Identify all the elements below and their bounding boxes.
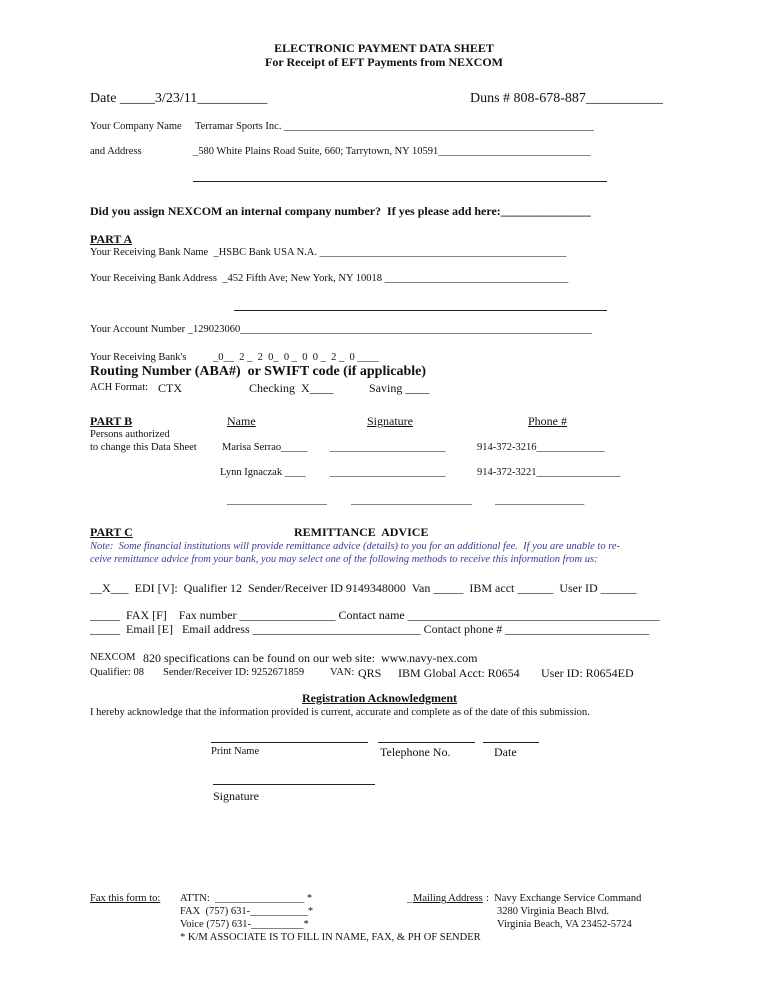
address-label: and Address: [90, 146, 142, 157]
email-option-line[interactable]: _____ Email [E] Email address ____________________________ Contact phone # ________________________: [90, 622, 650, 636]
telephone-label: Telephone No.: [380, 745, 451, 759]
company-name-label: Your Company Name: [90, 121, 182, 132]
user-id: User ID: R0654ED: [541, 666, 634, 680]
print-name-line[interactable]: [211, 742, 368, 743]
routing-number-field[interactable]: _0__ 2 _ 2 0_ 0 _ 0 0 _ 2 _ 0 ____: [213, 352, 379, 363]
specs-text: 820 specifications can be found on our web site: www.navy-nex.com: [143, 651, 478, 665]
date-field[interactable]: Date _____3/23/11__________: [90, 91, 268, 106]
signature-label: Signature: [213, 789, 259, 803]
phone-column-header: Phone #: [528, 414, 567, 428]
fax-option-line[interactable]: _____ FAX [F] Fax number ________________ Contact name __________________________________________: [90, 608, 660, 622]
mailing-address-line-1: : Navy Exchange Service Command: [486, 893, 642, 904]
remittance-note-line-1: Note: Some financial institutions will provide remittance advice (details) to you for an additional fee. If you are unable to re-: [90, 541, 621, 552]
routing-heading: Routing Number (ABA#) or SWIFT code (if applicable): [90, 364, 427, 379]
company-name-field[interactable]: Terramar Sports Inc. ___________________________________________________________: [195, 121, 594, 132]
qualifier-label: Qualifier: 08: [90, 667, 144, 678]
ach-format-label: ACH Format:: [90, 382, 149, 393]
page-subtitle: For Receipt of EFT Payments from NEXCOM: [265, 55, 503, 69]
name-column-header: Name: [227, 414, 256, 428]
person-3-phone[interactable]: _________________: [495, 495, 585, 506]
telephone-line[interactable]: [378, 742, 475, 743]
part-a-heading: PART A: [90, 232, 133, 246]
van-label: VAN:: [330, 667, 355, 678]
ibm-global-acct: IBM Global Acct: R0654: [398, 666, 520, 680]
remittance-advice-title: REMITTANCE ADVICE: [294, 525, 429, 539]
fax-this-form-label: Fax this form to:: [90, 893, 161, 904]
page-title: ELECTRONIC PAYMENT DATA SHEET: [274, 41, 494, 55]
mailing-address-line-2: 3280 Virginia Beach Blvd.: [497, 906, 610, 917]
address-line-2[interactable]: [193, 181, 607, 182]
edi-option-line[interactable]: __X___ EDI [V]: Qualifier 12 Sender/Receiver ID 9149348000 Van _____ IBM acct ______ User ID ______: [90, 581, 637, 595]
fax-field[interactable]: FAX (757) 631-___________*: [180, 906, 314, 917]
acknowledgment-statement: I hereby acknowledge that the information provided is current, accurate and complete as of the date of this submission.: [90, 707, 590, 718]
date-line[interactable]: [483, 742, 539, 743]
account-number-field[interactable]: Your Account Number _129023060___________________________________________________________________: [90, 324, 593, 335]
person-2-name[interactable]: Lynn Ignaczak ____: [220, 467, 306, 478]
bank-address-line-2[interactable]: [234, 310, 607, 311]
duns-field[interactable]: Duns # 808-678-887___________: [470, 91, 663, 106]
person-2-signature[interactable]: ______________________: [330, 467, 446, 478]
address-field[interactable]: _580 White Plains Road Suite, 660; Tarrytown, NY 10591_____________________________: [193, 146, 591, 157]
person-3-signature[interactable]: _______________________: [351, 495, 472, 506]
mailing-prefix: _: [407, 893, 413, 904]
remittance-note-line-2: ceive remittance advice from your bank, you may select one of the following methods to receive this information from us:: [90, 554, 598, 565]
sender-receiver-label: Sender/Receiver ID: 9252671859: [163, 667, 305, 678]
mailing-address-line-3: Virginia Beach, VA 23452-5724: [497, 919, 632, 930]
signature-column-header: Signature: [367, 414, 413, 428]
routing-label: Your Receiving Bank's: [90, 352, 187, 363]
authorized-persons-desc: Persons authorized: [90, 429, 170, 440]
part-c-heading: PART C: [90, 525, 133, 539]
date-label: Date: [494, 745, 517, 759]
internal-number-question[interactable]: Did you assign NEXCOM an internal company number? If yes please add here:_______________: [90, 204, 591, 218]
ach-format-value: CTX: [158, 381, 182, 395]
person-1-name[interactable]: Marisa Serrao_____: [222, 442, 308, 453]
mailing-address-label: Mailing Address: [413, 893, 483, 904]
person-1-signature[interactable]: ______________________: [330, 442, 446, 453]
authorized-persons-desc-2: to change this Data Sheet: [90, 442, 197, 453]
van-value: QRS: [358, 666, 382, 680]
voice-field[interactable]: Voice (757) 631-__________*: [180, 919, 309, 930]
print-name-label: Print Name: [211, 746, 260, 757]
attn-field[interactable]: ATTN: _________________ *: [180, 893, 313, 904]
saving-option[interactable]: Saving ____: [369, 381, 430, 395]
bank-name-field[interactable]: Your Receiving Bank Name _HSBC Bank USA N.A. _______________________________________________: [90, 247, 567, 258]
registration-heading: Registration Acknowledgment: [302, 691, 457, 705]
bank-address-field[interactable]: Your Receiving Bank Address _452 Fifth Ave; New York, NY 10018 ___________________________________: [90, 273, 569, 284]
person-1-phone[interactable]: 914-372-3216_____________: [477, 442, 605, 453]
checking-option[interactable]: Checking X____: [249, 381, 334, 395]
person-3-name[interactable]: ___________________: [227, 495, 327, 506]
signature-line[interactable]: [213, 784, 375, 785]
person-2-phone[interactable]: 914-372-3221________________: [477, 467, 621, 478]
part-b-heading: PART B: [90, 414, 133, 428]
sender-note: * K/M ASSOCIATE IS TO FILL IN NAME, FAX, & PH OF SENDER: [180, 932, 481, 943]
specs-prefix: NEXCOM: [90, 652, 136, 663]
